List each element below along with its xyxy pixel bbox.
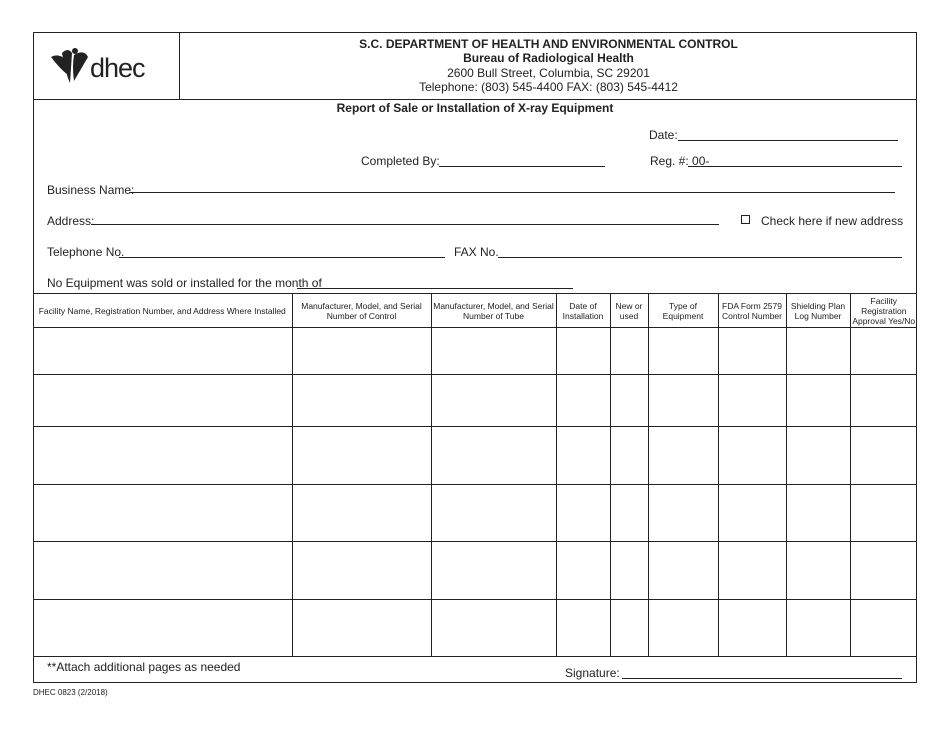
- date-field[interactable]: [678, 140, 898, 141]
- business-name-label: Business Name:: [47, 183, 135, 197]
- signature-field[interactable]: [622, 678, 902, 679]
- table-row: [33, 600, 917, 657]
- col-registration-approval: Facility Registration Approval Yes/No: [850, 294, 917, 328]
- reg-number-label: Reg. #: 00-: [650, 154, 710, 168]
- table-row: [33, 485, 917, 542]
- signature-label: Signature:: [565, 666, 620, 680]
- table-row: [33, 542, 917, 600]
- form-code: DHEC 0823 (2/2018): [33, 688, 108, 697]
- table-row: [33, 328, 917, 375]
- table-row: [33, 427, 917, 485]
- department-address: 2600 Bull Street, Columbia, SC 29201: [447, 66, 650, 80]
- telephone-label: Telephone No.: [47, 245, 125, 259]
- fax-label: FAX No.: [454, 245, 499, 259]
- department-name: S.C. DEPARTMENT OF HEALTH AND ENVIRONMENTAL CONTROL: [359, 37, 738, 51]
- col-facility: Facility Name, Registration Number, and Address Where Installed: [33, 294, 292, 328]
- col-tube: Manufacturer, Model, and Serial Number of Tube: [431, 294, 556, 328]
- form-title: Report of Sale or Installation of X-ray Equipment: [336, 101, 614, 115]
- new-address-checkbox[interactable]: [741, 215, 750, 224]
- attach-note: **Attach additional pages as needed: [47, 660, 241, 674]
- header-divider: [33, 99, 917, 100]
- completed-by-label: Completed By:: [361, 154, 440, 168]
- col-fda-form: FDA Form 2579 Control Number: [718, 294, 786, 328]
- col-control: Manufacturer, Model, and Serial Number of Control: [292, 294, 431, 328]
- logo-text: dhec: [90, 53, 145, 83]
- address-label: Address:: [47, 214, 95, 228]
- bureau-name: Bureau of Radiological Health: [463, 51, 634, 65]
- dhec-logo: [48, 45, 163, 90]
- equipment-table: [33, 293, 917, 657]
- col-install-date: Date of Installation: [556, 294, 610, 328]
- dhec-leaf-icon: [48, 45, 92, 89]
- col-new-used: New or used: [610, 294, 648, 328]
- table-header-row: [33, 294, 917, 328]
- address-field[interactable]: [91, 224, 719, 225]
- no-equipment-month-field[interactable]: [297, 288, 573, 289]
- reg-number-field[interactable]: [688, 166, 902, 167]
- date-label: Date:: [649, 128, 678, 142]
- telephone-field[interactable]: [119, 257, 445, 258]
- fax-field[interactable]: [498, 257, 902, 258]
- department-phones: Telephone: (803) 545-4400 FAX: (803) 545-4412: [419, 80, 678, 94]
- business-name-field[interactable]: [129, 192, 895, 193]
- no-equipment-label: No Equipment was sold or installed for the month of: [47, 276, 322, 290]
- new-address-label: Check here if new address: [761, 214, 904, 228]
- table-row: [33, 375, 917, 427]
- completed-by-field[interactable]: [439, 166, 605, 167]
- col-equipment-type: Type of Equipment: [648, 294, 718, 328]
- col-shielding-plan: Shielding Plan Log Number: [786, 294, 850, 328]
